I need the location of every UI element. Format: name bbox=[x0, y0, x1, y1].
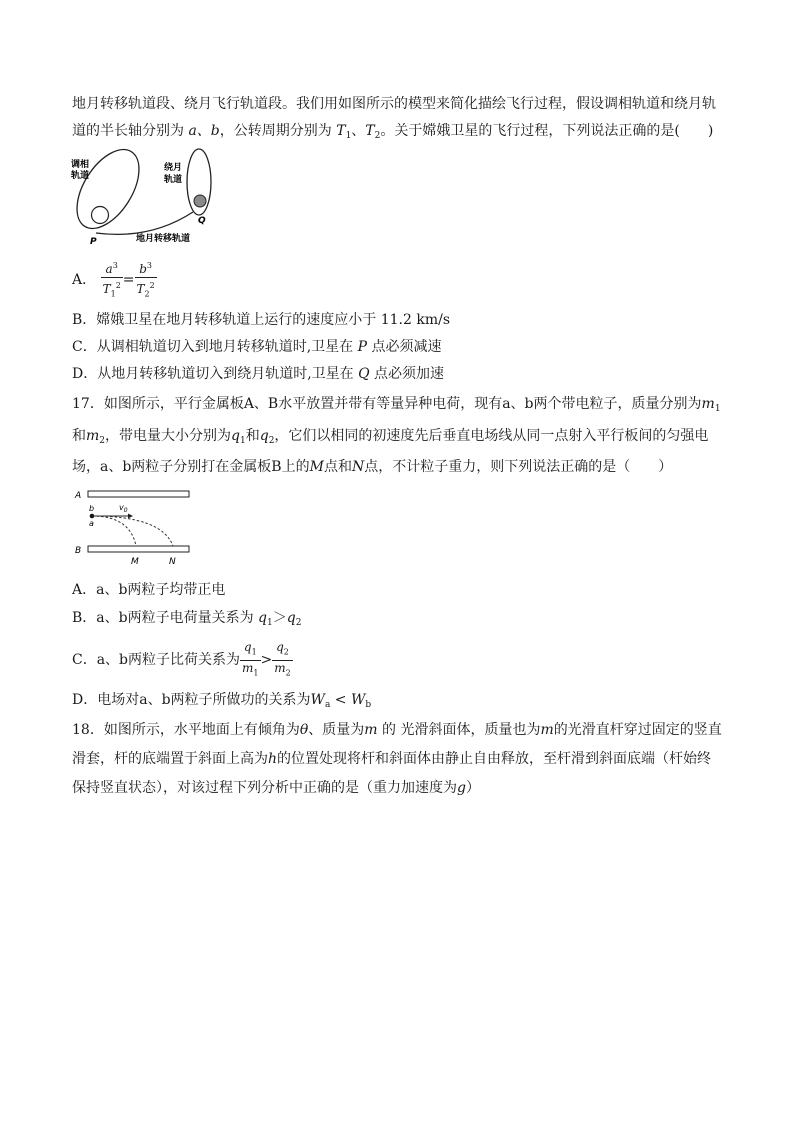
plate-B bbox=[88, 546, 189, 552]
q17-option-D bbox=[72, 690, 371, 715]
label-B: B bbox=[75, 546, 82, 556]
option-C-text-a: C．从调相轨道切入到地月转移轨道时,卫星在 bbox=[72, 339, 358, 355]
option-B-text: B．嫦娥卫星在地月转移轨道上运行的速度应小于 11.2 km/s bbox=[72, 312, 451, 328]
period-T1: T bbox=[336, 123, 346, 139]
C-q1-sub: 1 bbox=[251, 647, 257, 657]
q16-option-B bbox=[72, 310, 450, 330]
q17-option-D-text: D．电场对a、b两粒子所做功的关系为 bbox=[72, 692, 311, 708]
var-T2: T bbox=[136, 282, 145, 297]
exp-2: 2 bbox=[115, 281, 121, 291]
point-Q: Q bbox=[198, 216, 206, 226]
q18-theta: θ bbox=[299, 722, 309, 738]
left-label-2: 轨道 bbox=[71, 171, 90, 181]
q17-m1-sub: 1 bbox=[714, 404, 721, 414]
q17-text-2b: ，带电量大小分别为 bbox=[105, 428, 232, 444]
intro-text-2b: ，公转周期分别为 bbox=[219, 123, 337, 139]
transfer-label: 地月转移轨道 bbox=[136, 234, 191, 244]
q17-line-2 bbox=[72, 426, 708, 451]
label-b: b bbox=[89, 504, 95, 513]
q17-B-gt: ＞ bbox=[272, 610, 287, 626]
q18-g: g bbox=[457, 780, 466, 796]
less-than: < bbox=[330, 692, 351, 708]
option-D-Q: Q bbox=[358, 366, 370, 382]
period-T2: T bbox=[365, 123, 375, 139]
option-A-prefix: A． bbox=[72, 272, 97, 288]
ratio-q2-m2 bbox=[272, 640, 292, 680]
q18-text-1a: 18．如图所示，水平地面上有倾角为 bbox=[72, 722, 300, 738]
q18-text-2a: 滑套，杆的底端置于斜面上高为 bbox=[72, 751, 268, 767]
q17-B-q1: q bbox=[258, 610, 268, 626]
intro-text-2c: 。关于嫦娥卫星的飞行过程，下列说法正确的是( ) bbox=[380, 123, 714, 139]
C-m2: m bbox=[274, 660, 286, 675]
work-Wa: W bbox=[310, 692, 325, 708]
q17-option-B bbox=[72, 608, 301, 633]
label-N: N bbox=[169, 557, 176, 567]
q17-text-3b: 点和 bbox=[323, 459, 352, 475]
q17-option-B-text: B．a、b两粒子电荷量关系为 bbox=[72, 610, 259, 626]
intro-text-1: 地月转移轨道段、绕月飞行轨道段。我们用如图所示的模型来简化描绘飞行过程，假设调相轨道和绕月轨 bbox=[72, 96, 716, 112]
C-q1: q bbox=[243, 640, 252, 655]
q17-q1-sub: 1 bbox=[239, 436, 246, 446]
q18-text-1d: 的光滑直杆穿过固定的竖直 bbox=[553, 722, 722, 738]
intro-line-2 bbox=[72, 121, 713, 146]
q17-B-q2-sub: 2 bbox=[295, 618, 302, 628]
q17-q2: q bbox=[259, 428, 269, 444]
orbit-figure bbox=[70, 145, 230, 250]
earth-circle bbox=[92, 207, 109, 224]
C-m1: m bbox=[242, 660, 254, 675]
intro-text-2a: 道的半长轴分别为 bbox=[72, 123, 189, 139]
var-b: b bbox=[139, 262, 147, 277]
q17-m2: m bbox=[86, 428, 100, 444]
q17-option-A-text: A．a、b两粒子均带正电 bbox=[72, 582, 226, 598]
sub-1: 1 bbox=[110, 289, 116, 299]
q16-option-C bbox=[72, 337, 442, 357]
fraction-a3-T1sq bbox=[101, 258, 123, 301]
q17-line-3 bbox=[72, 457, 672, 477]
right-label-1: 绕月 bbox=[164, 163, 183, 173]
option-C-P: P bbox=[357, 339, 368, 355]
var-T1: T bbox=[102, 282, 111, 297]
exp-2b: 2 bbox=[149, 281, 155, 291]
label-M: M bbox=[131, 557, 139, 567]
option-D-text-a: D．从地月转移轨道切入到绕月轨道时,卫星在 bbox=[72, 366, 359, 382]
semi-axes-ab: a、b bbox=[188, 123, 220, 139]
q17-text-2d: ，它们以相同的初速度先后垂直电场线从同一点射入平行板间的匀强电 bbox=[274, 428, 709, 444]
q17-option-C-text: C．a、b两粒子比荷关系为 bbox=[72, 652, 241, 668]
var-a: a bbox=[105, 262, 113, 277]
q18-text-3b: ） bbox=[465, 780, 480, 796]
option-D-text-b: 点必须加速 bbox=[369, 366, 445, 382]
q17-M: M bbox=[309, 459, 324, 475]
left-label-1: 调相 bbox=[71, 160, 90, 170]
q18-m: m bbox=[364, 722, 378, 738]
velocity-arrowhead bbox=[128, 514, 133, 519]
moon-circle bbox=[194, 195, 206, 207]
q18-m2: m bbox=[540, 722, 554, 738]
q17-option-C bbox=[72, 640, 293, 680]
q17-line-1 bbox=[72, 394, 721, 419]
q18-text-2b: 的位置处现将杆和斜面体由静止自由释放，至杆滑到斜面底端（杆始终 bbox=[277, 751, 712, 767]
fraction-b3-T2sq bbox=[135, 258, 157, 301]
q18-line-2 bbox=[72, 749, 711, 769]
work-Wb: W bbox=[350, 692, 366, 708]
q18-h: h bbox=[268, 751, 278, 767]
q17-text-2c: 和 bbox=[245, 428, 260, 444]
q16-option-D bbox=[72, 364, 444, 384]
q17-q2-sub: 2 bbox=[268, 436, 275, 446]
q16-option-A bbox=[72, 258, 157, 302]
label-A: A bbox=[75, 491, 82, 501]
plate-A bbox=[88, 491, 189, 497]
ratio-q1-m1 bbox=[240, 640, 260, 680]
plates-figure bbox=[72, 487, 197, 567]
point-P: P bbox=[90, 237, 97, 247]
q17-m1: m bbox=[701, 396, 715, 412]
work-Wa-sub: a bbox=[324, 700, 331, 710]
q17-N: N bbox=[351, 459, 365, 475]
trajectory-b bbox=[92, 516, 173, 546]
separator: 、 bbox=[351, 123, 366, 139]
label-v0: $v_0$ bbox=[119, 503, 128, 514]
q17-option-A bbox=[72, 580, 225, 600]
q18-line-1 bbox=[72, 720, 722, 740]
q17-B-q1-sub: 1 bbox=[267, 618, 273, 628]
exp-3: 3 bbox=[112, 261, 118, 271]
q18-text-1b: 、质量为 bbox=[308, 722, 365, 738]
C-q2: q bbox=[276, 640, 284, 655]
label-a: a bbox=[89, 519, 94, 528]
exp-3b: 3 bbox=[146, 261, 152, 271]
period-T2-sub: 2 bbox=[374, 131, 381, 141]
q17-text-3c: 点，不计粒子重力，则下列说法正确的是（ ） bbox=[364, 459, 673, 475]
q17-C-gt: > bbox=[260, 652, 273, 668]
transfer-orbit bbox=[96, 212, 193, 234]
q17-text-1: 17．如图所示，平行金属板A、B水平放置并带有等量异种电荷，现有a、b两个带电粒子，质量分别为 bbox=[72, 396, 702, 412]
sub-2: 2 bbox=[144, 289, 150, 299]
option-C-text-b: 点必须减速 bbox=[367, 339, 442, 355]
q18-line-3 bbox=[72, 778, 480, 798]
work-Wb-sub: b bbox=[365, 700, 372, 710]
trajectory-a bbox=[92, 516, 136, 546]
intro-line-1 bbox=[72, 94, 716, 114]
equals-sign: = bbox=[122, 272, 135, 288]
q18-text-1c: 的 光滑斜面体，质量也为 bbox=[377, 722, 541, 738]
q17-q1: q bbox=[231, 428, 240, 444]
q17-B-q2: q bbox=[286, 610, 296, 626]
q17-text-3a: 场，a、b两粒子分别打在金属板B上的 bbox=[72, 459, 310, 475]
C-m1-sub: 1 bbox=[253, 667, 259, 677]
C-m2-sub: 2 bbox=[285, 667, 291, 677]
q17-text-2a: 和 bbox=[72, 428, 86, 444]
right-label-2: 轨道 bbox=[164, 175, 183, 185]
period-T1-sub: 1 bbox=[345, 131, 352, 141]
C-q2-sub: 2 bbox=[283, 647, 289, 657]
q18-text-3a: 保持竖直状态），对该过程下列分析中正确的是（重力加速度为 bbox=[72, 780, 457, 796]
q17-m2-sub: 2 bbox=[99, 436, 106, 446]
